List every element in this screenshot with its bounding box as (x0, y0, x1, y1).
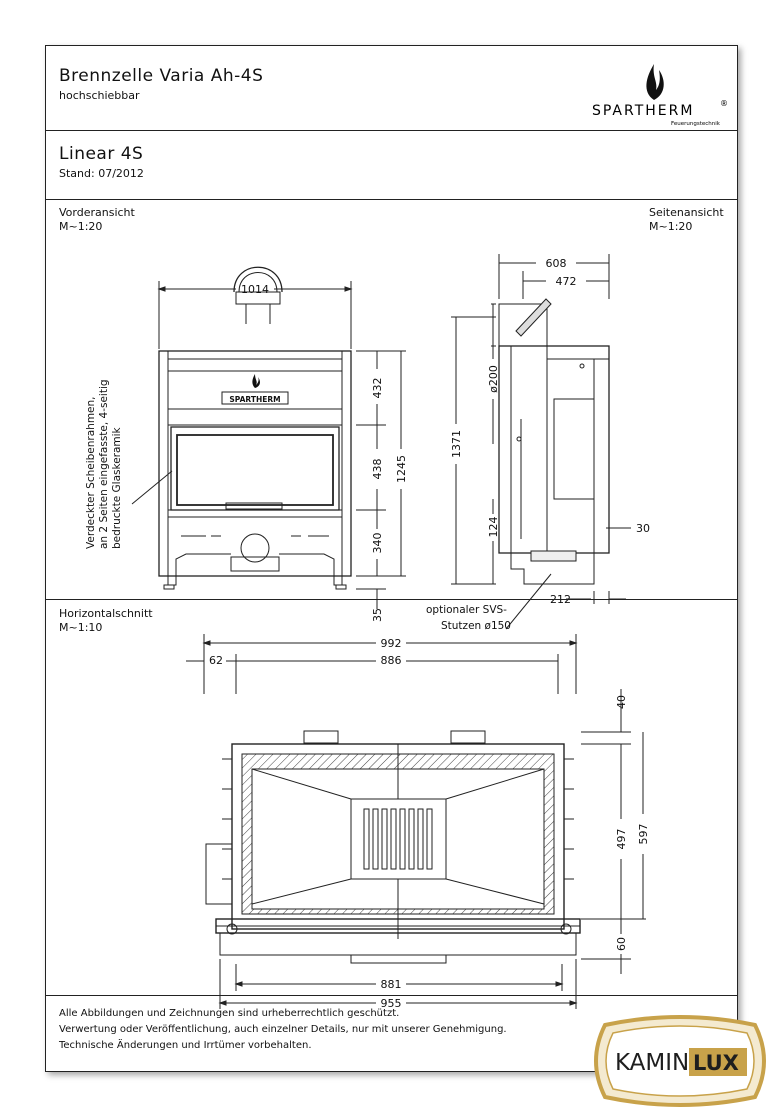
side-view-title: Seitenansicht (649, 206, 724, 219)
brand-name: SPARTHERM (592, 103, 695, 119)
dim-front: 60 (615, 937, 628, 951)
dim-frame-w: 955 (380, 997, 402, 1010)
front-view-title: Vorderansicht (59, 206, 135, 219)
footer-line-3: Technische Änderungen und Irrtümer vorbehalten. (59, 1040, 312, 1051)
front-view-scale: M~1:20 (59, 220, 103, 233)
badge-text-lux: LUX (693, 1051, 739, 1075)
dim-feet: 35 (371, 608, 384, 622)
badge-text-kamin: KAMIN (615, 1050, 690, 1076)
footer-line-2: Verwertung oder Veröffentlichung, auch einzelner Details, nur mit unserer Genehmigung. (59, 1024, 507, 1035)
front-note-line2: an 2 Seiten eingefasste, 4-seitig (98, 379, 110, 549)
section-drawing (46, 599, 737, 1039)
dim-top-gap: 40 (615, 695, 628, 709)
dim-depth-inner: 497 (615, 828, 628, 850)
dim-height: 1371 (450, 430, 463, 458)
dim-depth: 608 (545, 257, 567, 270)
dim-w-outer: 992 (380, 637, 402, 650)
section-view-scale: M~1:10 (59, 621, 103, 634)
dim-top: 432 (371, 377, 384, 399)
kaminlux-badge (585, 1013, 775, 1109)
dim-glass-w: 881 (380, 978, 402, 991)
dim-left: 62 (209, 654, 223, 667)
drawing-sheet (45, 45, 738, 1072)
dim-flue-offset: 472 (555, 275, 577, 288)
dim-side-bottom: 212 (550, 593, 571, 606)
dim-right: 30 (636, 522, 650, 535)
plate-label: SPARTHERM (229, 395, 281, 404)
dim-flue-dia: ø200 (487, 365, 500, 393)
dim-depth-outer: 597 (637, 823, 650, 845)
side-view-drawing (426, 254, 650, 632)
spartherm-logo (586, 52, 736, 132)
side-note-line2: Stutzen ø150 (441, 620, 511, 632)
dim-total: 1245 (395, 455, 408, 483)
side-note-line1: optionaler SVS- (426, 604, 507, 616)
dim-bottom: 340 (371, 532, 384, 554)
front-note-line1: Verdeckter Scheibenrahmen, (85, 396, 97, 549)
divider (46, 130, 737, 131)
front-note-line3: bedruckte Glaskeramik (111, 427, 123, 549)
brand-registered-mark: ® (720, 99, 728, 108)
dim-base: 124 (487, 516, 500, 538)
footer-line-1: Alle Abbildungen und Zeichnungen sind urheberrechtlich geschützt. (59, 1008, 400, 1019)
section-view-title: Horizontalschnitt (59, 607, 153, 620)
divider (46, 995, 737, 996)
product-title: Brennzelle Varia Ah-4S (59, 66, 264, 86)
front-side-drawing (46, 199, 737, 642)
dim-glass: 438 (371, 458, 384, 480)
side-view-scale: M~1:20 (649, 220, 693, 233)
dim-width: 1014 (241, 283, 269, 296)
dim-w-inner: 886 (380, 654, 402, 667)
flame-icon (252, 374, 260, 388)
model-name: Linear 4S (59, 144, 144, 164)
model-date: Stand: 07/2012 (59, 167, 144, 180)
brand-tagline: Feuerungstechnik (671, 121, 720, 127)
product-subtitle: hochschiebbar (59, 89, 140, 102)
flame-icon (646, 64, 663, 100)
front-view-drawing (85, 267, 408, 622)
